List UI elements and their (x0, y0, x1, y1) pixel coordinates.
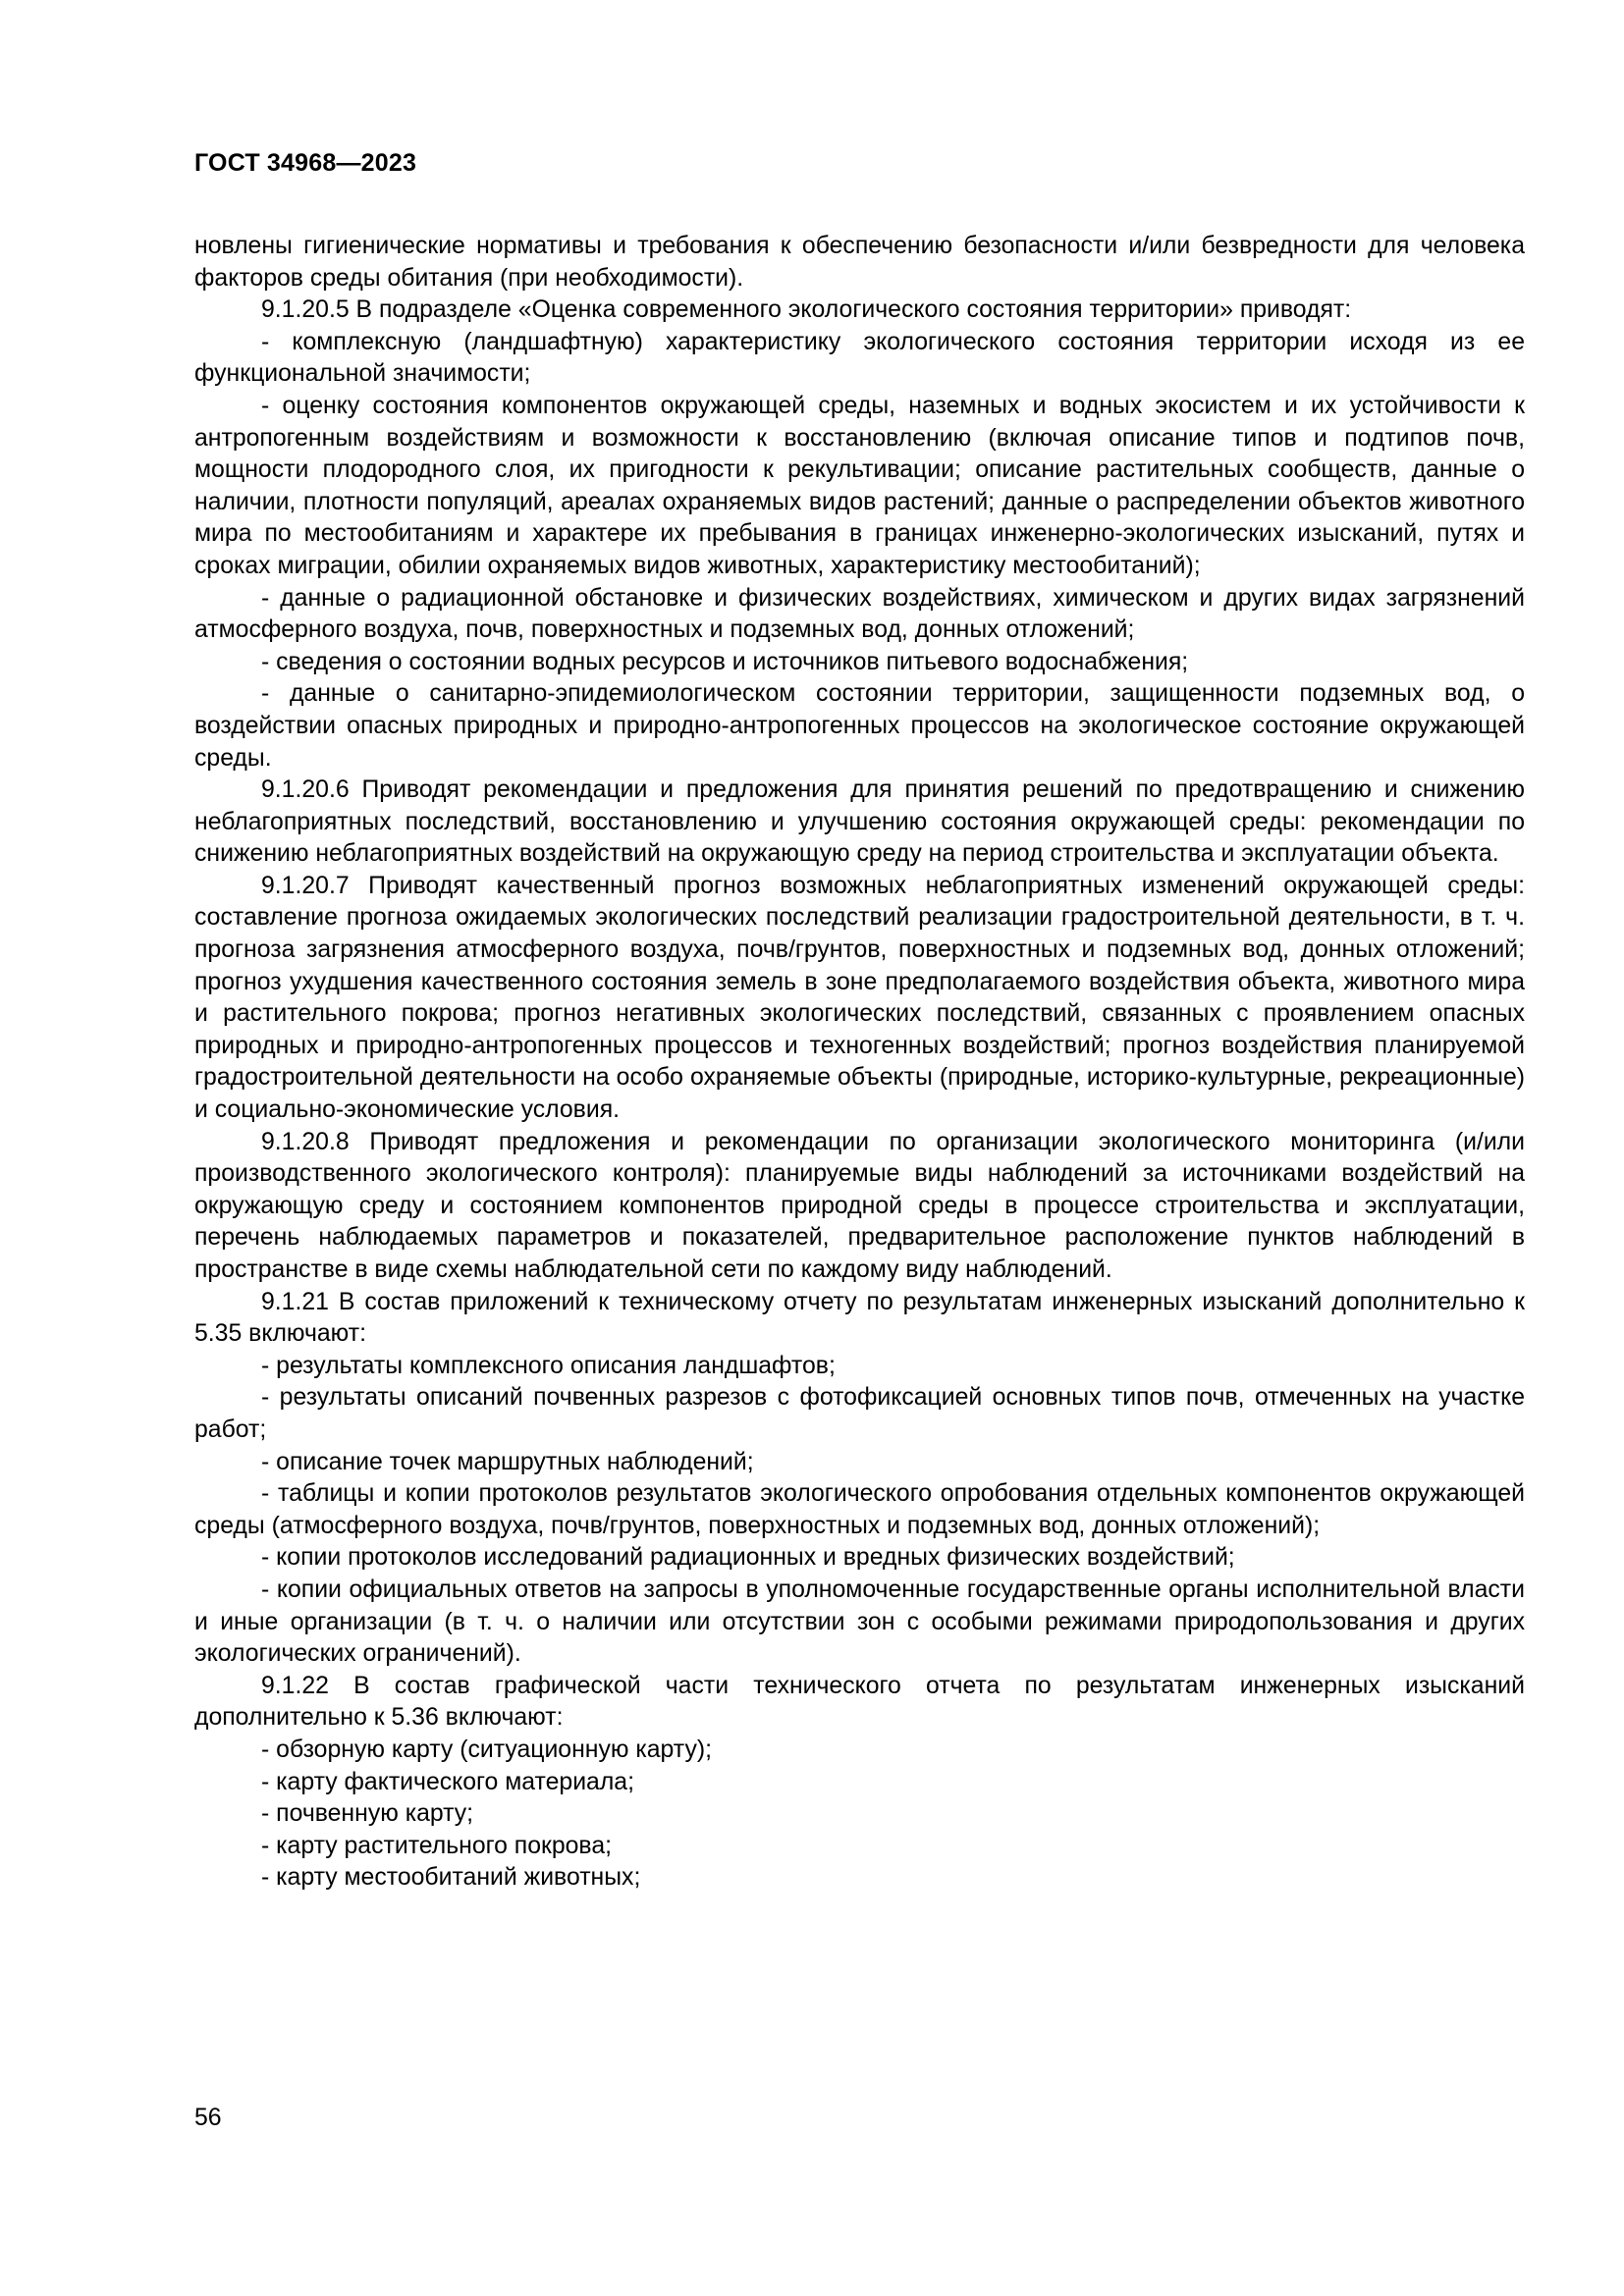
list-item: - сведения о состоянии водных ресурсов и источников питьевого водоснабжения; (261, 648, 1189, 675)
list-item: - карту растительного покрова; (261, 1832, 613, 1859)
paragraph: 9.1.20.6 Приводят рекомендации и предложения для принятия решений по предотвращению и снижению неблагоприятных последствий, восстановлению и улучшению состояния окружающей среды: рекомендации по снижению неблагоприятных воздействий на окружающую среду на период строительства и эксплуатации объекта. (194, 776, 1525, 868)
document-header: ГОСТ 34968—2023 (194, 149, 417, 177)
list-item: - комплексную (ландшафтную) характеристику экологического состояния территории исходя из ее функциональной значимости; (194, 328, 1525, 388)
paragraph: 9.1.20.5 В подразделе «Оценка современного экологического состояния территории» приводят: (261, 296, 1352, 324)
list-item: - таблицы и копии протоколов результатов экологического опробования отдельных компонентов окружающей среды (атмосферного воздуха, почв/грунтов, поверхностных и подземных вод, донных отложений); (194, 1480, 1525, 1539)
list-item: - карту местообитаний животных; (261, 1864, 641, 1892)
list-item: - карту фактического материала; (261, 1768, 634, 1795)
list-item: - копии протоколов исследований радиационных и вредных физических воздействий; (261, 1544, 1235, 1572)
paragraph: новлены гигиенические нормативы и требования к обеспечению безопасности и/или безвредности для человека факторов среды обитания (при необходимости). (194, 233, 1525, 292)
paragraph: 9.1.20.8 Приводят предложения и рекомендации по организации экологического мониторинга (и/или производственного экологического контроля): планируемые виды наблюдений за источниками воздействий на окружающую среду и состоянием компонентов природной среды в процессе строительства и эксплуатации, перечень наблюдаемых параметров и показателей, предварительное расположение пунктов наблюдений в пространстве в виде схемы наблюдательной сети по каждому виду наблюдений. (194, 1128, 1525, 1283)
list-item: - оценку состояния компонентов окружающей среды, наземных и водных экосистем и их устойчивости к антропогенным воздействиям и возможности к восстановлению (включая описание типов и подтипов почв, мощности плодородного слоя, их пригодности к рекультивации; описание растительных сообществ, данные о наличии, плотности популяций, ареалах охраняемых видов растений; данные о распределении объектов животного мира по местообитаниям и характере их пребывания в границах инженерно-экологических изысканий, путях и сроках миграции, обилии охраняемых видов животных, характеристику местообитаний); (194, 392, 1525, 579)
list-item: - описание точек маршрутных наблюдений; (261, 1448, 754, 1475)
list-item: - результаты описаний почвенных разрезов с фотофиксацией основных типов почв, отмеченных на участке работ; (194, 1384, 1525, 1443)
list-item: - данные о санитарно-эпидемиологическом состоянии территории, защищенности подземных вод, о воздействии опасных природных и природно-антропогенных процессов на экологическое состояние окружающей среды. (194, 680, 1525, 772)
list-item: - данные о радиационной обстановке и физических воздействиях, химическом и других видах загрязнений атмосферного воздуха, почв, поверхностных и подземных вод, донных отложений; (194, 584, 1525, 644)
page-number: 56 (194, 2105, 222, 2131)
paragraph: 9.1.21 В состав приложений к техническому отчету по результатам инженерных изысканий дополнительно к 5.35 включают: (194, 1288, 1525, 1348)
paragraph: 9.1.20.7 Приводят качественный прогноз возможных неблагоприятных изменений окружающей среды: составление прогноза ожидаемых экологических последствий реализации градостроительной деятельности, в т. ч. прогноза загрязнения атмосферного воздуха, почв/грунтов, поверхностных и подземных вод, донных отложений; прогноз ухудшения качественного состояния земель в зоне предполагаемого воздействия объекта, животного мира и растительного покрова; прогноз негативных экологических последствий, связанных с проявлением опасных природных и природно-антропогенных процессов и техногенных воздействий; прогноз воздействия планируемой градостроительной деятельности на особо охраняемые объекты (природные, историко-культурные, рекреационные) и социально-экономические условия. (194, 872, 1525, 1124)
paragraph: 9.1.22 В состав графической части технического отчета по результатам инженерных изысканий дополнительно к 5.36 включают: (194, 1672, 1525, 1732)
list-item: - почвенную карту; (261, 1800, 474, 1828)
document-body (194, 231, 1525, 1895)
list-item: - обзорную карту (ситуационную карту); (261, 1735, 712, 1763)
list-item: - копии официальных ответов на запросы в уполномоченные государственные органы исполнительной власти и иные организации (в т. ч. о наличии или отсутствии зон с особыми режимами природопользования и других экологических ограничений). (194, 1575, 1525, 1668)
list-item: - результаты комплексного описания ландшафтов; (261, 1352, 836, 1379)
